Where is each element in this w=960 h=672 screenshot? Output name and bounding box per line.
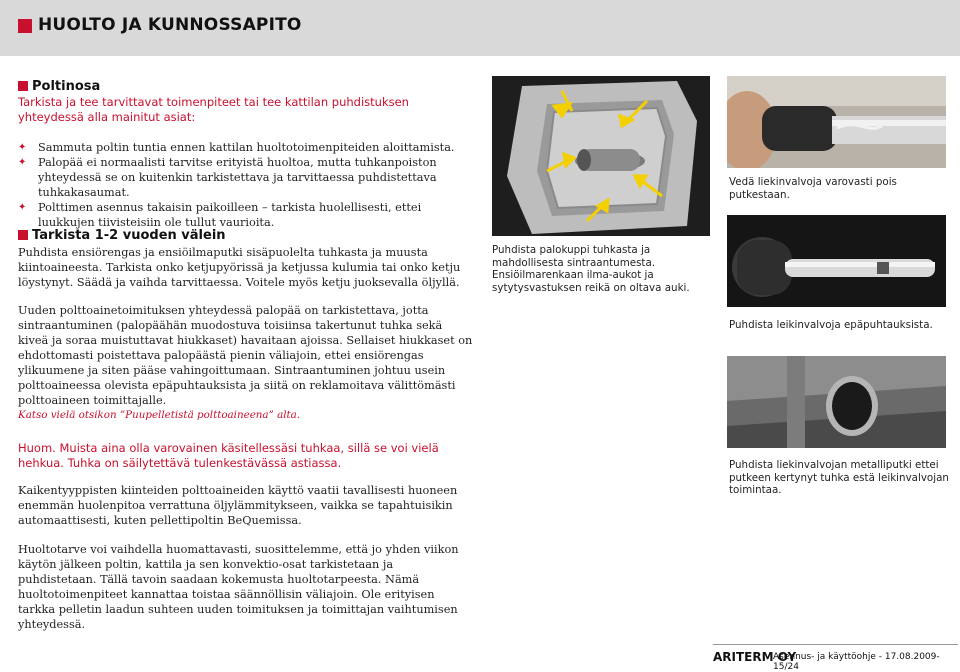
flame-sensor-photo: [727, 215, 946, 307]
burner-head-illustration: [492, 76, 710, 236]
bullet-icon: ✦: [18, 157, 27, 168]
caption-flame-sensor-clean: Puhdista leikinvalvoja epäpuhtauksista.: [729, 319, 933, 331]
italic-note: Katso vielä otsikon ”Puupelletistä polttoaineena” alta.: [18, 409, 301, 421]
paragraph-sintering: Uuden polttoainetoimituksen yhteydessä palopää on tarkistettava, jotta sintraantuminen (palopäähän muodostuva toisiinsa takertunut tuhka sekä kiveä ja soraa muistuttavat hiukkaset) havaitaan ajoissa. Sellaiset hiukkaset on ehdottomasti poistettava palopäästä pienin väliajoin, ettei ensiörengas ylikuumene ja siten pääse vahingoittumaan. Sintraantuminen johtuu usein polttoaineessa olevista epäpuhtauksista ja siitä on reklamoitava välittömästi polttoaineen toimittajalle.: [18, 304, 473, 407]
paragraph-fuel: Kaikentyyppisten kiinteiden polttoaineiden käyttö vaatii tavallisesti huoneen enemmän huolenpitoa verrattuna öljylämmitykseen, vaikka se tapahtuisikin automaattisesti, kuten pellettipoltin BeQuemissa.: [18, 484, 458, 527]
warning-note: Huom. Muista aina olla varovainen käsitellessäsi tuhkaa, sillä se voi vielä hehkua. Tuhka on säilytettävä tulenkestävässä astiassa.: [18, 441, 439, 470]
heading-text: Poltinosa: [32, 79, 101, 94]
poltinosa-intro: Tarkista ja tee tarvittavat toimenpiteet tai tee kattilan puhdistuksen yhteydessä alla mainitut asiat:: [18, 95, 409, 124]
bullet-icon: ✦: [18, 202, 27, 213]
caption-flame-sensor-pull: Vedä liekinvalvoja varovasti pois putkestaan.: [729, 176, 897, 201]
caption-sensor-tube: Puhdista liekinvalvojan metalliputki ettei putkeen kertynyt tuhka estä leikinvalvojan toimintaa.: [729, 459, 949, 496]
page-title: HUOLTO JA KUNNOSSAPITO: [38, 15, 302, 35]
caption-burner-head: Puhdista palokuppi tuhkasta ja mahdollisesta sintraantumesta. Ensiöilmarenkaan ilma-aukot ja sytytysvastuksen reikä on oltava auki.: [492, 244, 690, 294]
footer-divider: [713, 644, 958, 645]
bullet-icon: ✦: [18, 142, 27, 153]
bullet-text: Sammuta poltin tuntia ennen kattilan huoltotoimenpiteiden aloittamista.: [38, 141, 455, 154]
section-heading-tarkista: [18, 228, 226, 243]
sensor-tube-photo: [727, 356, 946, 448]
paragraph-maintenance: Huoltotarve voi vaihdella huomattavasti, suosittelemme, että jo yhden viikon käytön jälkeen poltin, kattila ja sen konvektio-osat tarkistetaan ja puhdistetaan. Tällä tavoin saadaan kokemusta huoltotarpeesta. Nämä huoltotoimenpiteet kannattaa toistaa säännöllisin väliajoin. Ole erityisen tarkka pelletin laadun suhteen uuden toimituksen ja toimittajan vaihtumisen yhteydessä.: [18, 543, 459, 631]
flame-sensor-pull-photo: [727, 76, 946, 168]
page-header: [0, 0, 960, 56]
list-item: [18, 140, 473, 155]
heading-red-square: [18, 230, 28, 240]
flame-sensor-illustration: [727, 215, 946, 307]
bullet-text: Palopää ei normaalisti tarvitse erityistä huoltoa, mutta tuhkanpoiston yhteydessä se on kuitenkin tarkistettava ja tarvittaessa puhdistettava tuhkakasaumat.: [38, 156, 437, 199]
burner-head-photo: [492, 76, 710, 236]
poltinosa-bullets: [18, 140, 473, 230]
sensor-tube-illustration: [727, 356, 946, 448]
footer-page-info: Asennus- ja käyttöohje - 17.08.2009- 15/24: [773, 652, 940, 672]
bullet-text: Polttimen asennus takaisin paikoilleen – tarkista huolellisesti, ettei luukkujen tiivisteisiin ole tullut vaurioita.: [38, 201, 422, 229]
heading-red-square: [18, 81, 28, 91]
tarkista-text: Puhdista ensiörengas ja ensiöilmaputki sisäpuolelta tuhkasta ja muusta kiintoaineesta. Tarkista onko ketjupyörissä ja ketjussa kulumia tai onko ketju löystynyt. Säädä ja vaihda tarvittaessa. Voitele myös ketju juoksevalla öljyllä.: [18, 246, 461, 289]
flame-sensor-pull-illustration: [727, 76, 946, 168]
list-item: [18, 200, 473, 230]
heading-text: Tarkista 1-2 vuoden välein: [32, 228, 226, 243]
list-item: [18, 155, 473, 200]
footer-brand: ARITERM OY: [713, 650, 797, 664]
header-red-square: [18, 19, 32, 33]
section-heading-poltinosa: [18, 79, 100, 94]
